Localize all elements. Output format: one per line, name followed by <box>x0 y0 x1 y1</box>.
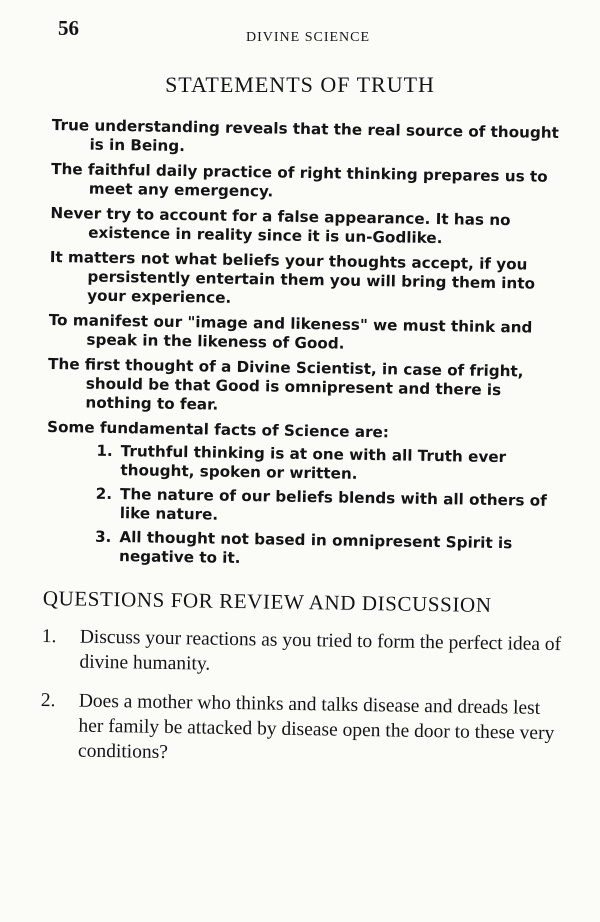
fact-number: 1. <box>96 441 113 460</box>
question-number: 2. <box>40 689 56 712</box>
statement: The first thought of a Divine Scientist, in case of fright, should be that Good is omnipresent and there is nothing to fear. <box>47 354 524 414</box>
statement: It matters not what beliefs your thoughts accept, if you persistently entertain them you will bring them into your experience. <box>49 247 536 307</box>
fact-item <box>46 441 567 487</box>
question-item <box>41 624 562 682</box>
page-number: 56 <box>58 16 79 40</box>
statement: True understanding reveals that the real source of thought is in Being. <box>51 116 560 156</box>
facts-intro: Some fundamental facts of Science are: <box>46 417 390 442</box>
question-number: 1. <box>41 625 57 648</box>
statements-list <box>45 116 572 578</box>
fact-text: Truthful thinking is at one with all Truth ever thought, spoken or written. <box>120 442 507 483</box>
question-text: Does a mother who thinks and talks disease and dreads lest her family be attacked by disease open the door to these very conditions? <box>77 690 555 763</box>
fact-text: All thought not based in omnipresent Spirit is negative to it. <box>118 528 513 568</box>
fact-number: 3. <box>94 527 112 546</box>
section-title: STATEMENTS OF TRUTH <box>165 72 435 97</box>
question-item <box>40 688 561 771</box>
question-text: Discuss your reactions as you tried to form the perfect idea of divine humanity. <box>79 626 562 675</box>
statement: Never try to account for a false appearance. It has no existence in reality since it is un-Godlike. <box>50 203 511 248</box>
questions-list <box>40 624 562 785</box>
statement: The faithful daily practice of right thinking prepares us to meet any emergency. <box>51 159 548 201</box>
statement: To manifest our "image and likeness" we must think and speak in the likeness of Good. <box>48 310 533 353</box>
review-title: QUESTIONS FOR REVIEW AND DISCUSSION <box>42 586 492 618</box>
running-head: DIVINE SCIENCE <box>246 30 371 45</box>
fact-item <box>46 484 567 530</box>
fact-number: 2. <box>95 484 113 503</box>
fact-item <box>45 527 566 573</box>
facts-list <box>45 441 567 573</box>
fact-text: The nature of our beliefs blends with all others of like nature. <box>119 485 547 524</box>
